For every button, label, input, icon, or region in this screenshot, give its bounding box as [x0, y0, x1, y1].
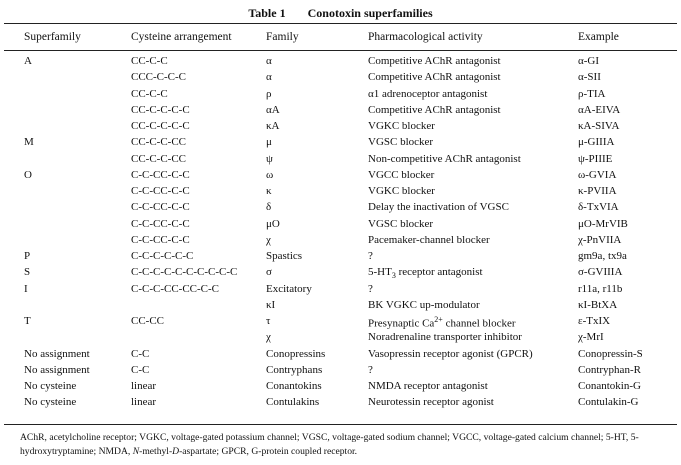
cell-cysteine: C-C-CC-C-C: [131, 185, 190, 197]
bottom-rule: [4, 424, 677, 425]
cell-family: ρ: [266, 87, 272, 100]
table-row: [0, 218, 681, 234]
top-rule: [4, 23, 677, 24]
cell-example: ε-TxIX: [578, 315, 611, 327]
cell-activity: Pacemaker-channel blocker: [368, 233, 490, 246]
subscript: 3: [391, 271, 396, 281]
cell-activity: α1 adrenoceptor antagonist: [368, 87, 488, 100]
cell-superfamily: A: [24, 55, 32, 67]
cell-activity: Vasopressin receptor agonist (GPCR): [368, 347, 533, 360]
cell-example: Contulakin-G: [578, 396, 639, 409]
table-row: [0, 136, 681, 152]
cell-activity: ?: [368, 363, 373, 376]
cell-family: χ: [266, 233, 271, 246]
cell-cysteine: CCC-C-C-C: [131, 71, 187, 84]
cell-family: δ: [266, 201, 272, 214]
cell-family: κ: [266, 185, 272, 197]
header-superfamily: Superfamily: [24, 31, 81, 43]
table-row: [0, 283, 681, 299]
cell-example: κA-SIVA: [578, 120, 620, 132]
cell-family: Excitatory: [266, 282, 312, 295]
cell-activity: ?: [368, 250, 373, 262]
cell-family: κA: [266, 120, 280, 132]
cell-activity: Competitive AChR antagonist: [368, 71, 501, 84]
cell-example: r11a, r11b: [578, 282, 623, 295]
cell-example: χ-PnVIIA: [578, 233, 622, 246]
cell-example: αA-EIVA: [578, 103, 621, 116]
table-footnote: [20, 431, 672, 459]
activity-suffix: receptor antagonist: [395, 266, 483, 279]
cell-example: κI-BtXA: [578, 298, 618, 311]
cell-cysteine: C-C: [131, 347, 150, 360]
cell-superfamily: No assignment: [24, 363, 90, 376]
superscript: 2+: [434, 315, 443, 324]
cell-cysteine: linear: [131, 380, 157, 392]
cell-example: μ-GIIIA: [578, 136, 615, 149]
cell-family: Contryphans: [266, 363, 323, 376]
cell-family: σ: [266, 266, 272, 279]
cell-superfamily: T: [24, 315, 31, 327]
cell-cysteine: C-C-CC-C-C: [131, 168, 190, 181]
cell-superfamily: M: [24, 136, 34, 149]
cell-superfamily: No assignment: [24, 347, 90, 360]
table-row: [0, 250, 681, 266]
cell-example: μO-MrVIB: [578, 217, 628, 230]
cell-superfamily: P: [24, 250, 31, 262]
cell-superfamily: S: [24, 266, 31, 279]
cell-activity: Competitive AChR antagonist: [368, 55, 501, 67]
cell-cysteine: C-C-C-CC-CC-C-C: [131, 282, 220, 295]
table-row: [0, 234, 681, 250]
cell-superfamily: I: [24, 282, 28, 295]
cell-activity: VGSC blocker: [368, 217, 434, 230]
table-row: [0, 88, 681, 104]
cell-family: αA: [266, 103, 280, 116]
table-row: [0, 348, 681, 364]
cell-family: Spastics: [266, 250, 303, 262]
cell-cysteine: CC-C-C: [131, 55, 168, 67]
cell-family: Conantokins: [266, 380, 322, 392]
cell-activity: Competitive AChR antagonist: [368, 103, 501, 116]
header-family: Family: [266, 31, 299, 43]
cell-cysteine: C-C: [131, 363, 150, 376]
table-row: [0, 55, 681, 71]
cell-example: κ-PVIIA: [578, 185, 617, 197]
cell-cysteine: CC-C-C-C-C: [131, 103, 190, 116]
header-rule: [4, 50, 677, 51]
cell-family: κI: [266, 298, 276, 311]
cell-cysteine: CC-CC: [131, 315, 165, 327]
cell-cysteine: C-C-CC-C-C: [131, 201, 190, 214]
cell-activity: Presynaptic $Ca^{2+}$ channel blocker: [368, 315, 516, 330]
cell-cysteine: C-C-C-C-C-C: [131, 250, 194, 262]
cell-cysteine: C-C-CC-C-C: [131, 217, 190, 230]
cell-family: ω: [266, 168, 274, 181]
cell-activity: VGCC blocker: [368, 168, 435, 181]
header-example: Example: [578, 31, 619, 43]
cell-family: α: [266, 55, 272, 67]
cell-cysteine: C-C-C-C-C-C-C-C-C-C: [131, 266, 238, 279]
cell-activity: Neurotessin receptor agonist: [368, 396, 494, 409]
cell-family: Contulakins: [266, 396, 320, 409]
cell-activity: VGSC blocker: [368, 136, 434, 149]
footnote-italic-n: N: [132, 446, 140, 457]
table-row: [0, 185, 681, 201]
cell-superfamily: No cysteine: [24, 396, 77, 409]
cell-example: Conopressin-S: [578, 347, 643, 360]
footnote-italic-d: D: [172, 446, 180, 457]
cell-cysteine: CC-C-C-C-C: [131, 120, 190, 132]
cell-activity: NMDA receptor antagonist: [368, 380, 488, 392]
table-number: Table 1: [248, 6, 286, 20]
table-row: [0, 120, 681, 136]
cell-cysteine: C-C-CC-C-C: [131, 233, 190, 246]
table-row: [0, 153, 681, 169]
cell-family: α: [266, 71, 272, 84]
cell-activity: Delay the inactivation of VGSC: [368, 201, 509, 214]
cell-activity: VGKC blocker: [368, 120, 435, 132]
activity-suffix: channel blocker: [442, 317, 516, 330]
table-title: [0, 6, 681, 21]
cell-superfamily: O: [24, 168, 32, 181]
table-row: [0, 315, 681, 331]
cell-cysteine: CC-C-C-CC: [131, 152, 187, 165]
table-row: [0, 104, 681, 120]
table-row: [0, 299, 681, 315]
table-row: [0, 71, 681, 87]
cell-activity: $5-HT_3$ receptor antagonist: [368, 266, 483, 281]
cell-example: ω-GVIA: [578, 168, 617, 181]
cell-superfamily: No cysteine: [24, 380, 77, 392]
cell-example: Conantokin-G: [578, 380, 641, 392]
cell-example: ψ-PIIIE: [578, 152, 613, 165]
footnote-line-2b: -methyl-: [139, 446, 173, 457]
cell-activity: VGKC blocker: [368, 185, 435, 197]
cell-example: δ-TxVIA: [578, 201, 619, 214]
cell-activity: ?: [368, 282, 373, 295]
header-cysteine: Cysteine arrangement: [131, 31, 232, 43]
footnote-line-1: AChR, acetylcholine receptor; VGKC, voltage-gated potassium channel; VGSC, voltage-gated sodium channel; VGCC, voltage-gated calcium channel; 5-HT, 5-: [20, 432, 639, 443]
table-row: [0, 201, 681, 217]
table-row: [0, 266, 681, 282]
cell-example: Contryphan-R: [578, 363, 641, 376]
cell-example: α-SII: [578, 71, 601, 84]
cell-cysteine: CC-C-C-CC: [131, 136, 187, 149]
table-row: [0, 364, 681, 380]
cell-example: gm9a, tx9a: [578, 250, 627, 262]
table-row: [0, 396, 681, 412]
cell-family: χ: [266, 331, 271, 344]
footnote-line-2a: hydroxytryptamine; NMDA,: [20, 446, 133, 457]
cell-example: ρ-TIA: [578, 87, 606, 100]
cell-family: ψ: [266, 152, 273, 165]
cell-family: τ: [266, 315, 271, 327]
table-row: [0, 331, 681, 347]
table-caption: Conotoxin superfamilies: [307, 6, 433, 20]
cell-example: α-GI: [578, 55, 600, 67]
cell-family: Conopressins: [266, 347, 326, 360]
cell-example: χ-MrI: [578, 331, 604, 344]
table-row: [0, 380, 681, 396]
cell-cysteine: CC-C-C: [131, 87, 168, 100]
cell-activity: Noradrenaline transporter inhibitor: [368, 331, 522, 344]
cell-example: σ-GVIIIA: [578, 266, 623, 279]
table-row: [0, 169, 681, 185]
cell-family: μ: [266, 136, 272, 149]
header-activity: Pharmacological activity: [368, 31, 483, 43]
cell-activity: Non-competitive AChR antagonist: [368, 152, 521, 165]
cell-family: μO: [266, 217, 280, 230]
footnote-line-2c: -aspartate; GPCR, G-protein coupled receptor.: [179, 446, 358, 457]
cell-activity: BK VGKC up-modulator: [368, 298, 480, 311]
cell-cysteine: linear: [131, 396, 157, 409]
